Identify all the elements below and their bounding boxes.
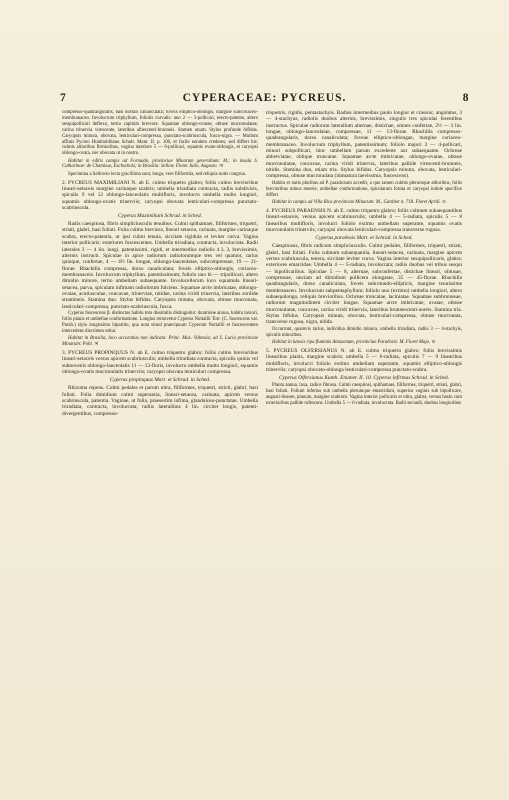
body-paragraph: Habitat in campis ad Villa Rica provinciae Minarum: M., Gardner n. 718. Floret Aprili. ⊙: [272, 200, 446, 206]
left-column: [62, 110, 258, 770]
page-header: [60, 92, 469, 108]
body-paragraph: Caespitosus, fibris radicum simpliciusculis. Culmi pedales, filiformes, triquetri, striati, glabri, basi foliati. Folia culmum subaequantia, lineari-setacea, carinata, margine apicem versus scabriuscula, tenera, siccitate leviter curva. Vagina interior sesquipollicaris, glabra; exteriores emarcidae. Umbella 4 — 5-radiata, involucrata; radiis duobus vel tribus sesqui — bipollicaribus. Spiculae 5 — 8, alternae, subconfertae, distichae lineari, obtusae, compressae, unciam ad dimidium pollicem elongatae, 35 — 45-florae. Rhachilla quadrangularis, dorso canaliculata, foveis subrotundo-ellipticis, margine tenuissime membranaceo. Involucrum subpentaphyllum; foliolo uno (extimo) umbella longiori, altero subaequilongo, reliquis brevioribus. Ochreae truncatae, laciniatae. Squamae subbrunneae, radiorum magnitudinem circiter longae. Squamae arcte imbricatae, ovatae, obtuse mucronulatae, concavae, carina viridi trinervia, lateribus brunnescenti-aureis. Stamina tria. Stylus bifidus. Caryopsis minuta, obovata, lenticulari-compressa, obtuse mucronata, transverse rugosa, nigra, nitida.: [266, 243, 462, 326]
body-paragraph: Rhizoma repens. Culmi pedales et parum ultra, filiformes, triquetri, stricti, glabri, basi foliati. Folia dimidium culmi superantia, lineari-setacea, carinata, apicem versus scabriuscula, patentia. Vaginae, ut folia, praesertim infima, glanduloso-punctatae. Umbella triradiata, contracta, involucrata; radiis lateralibus 4 lin. circiter longis, patenti-divergentibus, compresso-: [62, 385, 258, 417]
left-page-number: 7: [60, 92, 67, 104]
species-heading: 4. PYCREUS PARAENSIS N. ab E. culmo triquetro glabro; foliis culmum subaequantibus lineari-setaceis, versus apicem scabriusculis; umbella 4 — 5-radiata, spiculis 5 — 8 linearibus multifloris, involucri foliolo extimo umbellam superante, squamis ovatis mucronulatis trinerviis; caryopsi obovata lenticulari-compressa transverse rugosa.: [266, 208, 462, 234]
species-heading: 3. PYCREUS PROPINQUUS N. ab E. culmo triquetro glabro; foliis culmo brevioribus lineari-setaceis versus apicem scabriusculis; umbella triradiata contracta, spiculis quinis vel subnovenis oblongo-lanceolatis 11 — 13-floris, involucro umbella multo longiori, squamis oblongo-ovatis mucronulatis trinerviis; caryopsi obovata lenticulari compressa.: [62, 349, 258, 375]
body-paragraph: Radix caespitosa, fibris simpliciusculis tenuibus. Culmi spithamaei, filiformes, triquetri, striati, glabri, basi foliati. Folia culmo breviora, linearl setacea, carinata, margine carinaque scabra, erecto-patentia, ut ipsi culmi tenuia, siccitate rigidula et leviter curva. Vagina interior pollicaris: exteriores fuscescentes. Umbella triradiata, contracta, involucrata. Radii laterales 3 — 4 lin. longi, patentissimi, rigidi, et intermedius radiolis 4 L 3, brevissimis, alternis instructi. Spiculae in apice radiorum radiolorumque tres vel quatuor, rarius quinque, confertae, 4 — 4½ lin. longae, oblongo-lanceolatae, subcompressae, 19 — 21-florae. Rhachilla compressa, dorso canaliculata; foveis elliptico-oblongis, coriaceo-membranaceis. Involucrum triphyllum, patentissimum; foliolo uno bi — tripollicari, altero dimidio minore, tertio umbellam subaequante. Involucellorum loco squamula lineari-setacea, parva, spiculam infimam radiolorum fulciens. Squamae arcte imbricatae, oblongo-ovatae, acutiusculae, concavae, trinerviae, nitidae, carina viridi trinervia, lateribus sordide stramineis. Stamina duo. Stylus bifidus. Caryopsis minuta, obovata, obtuse mucronata, lenticulari-compressa, punctato-scabriuscula, fusca.: [62, 221, 258, 310]
synonym-line: Cyperus propinquus Mart. et Schrad. in Sched.: [109, 376, 211, 383]
body-paragraph: Habitu et notis pluribus ad P. paradoxum accedit, a quo tamen culmis plerumque altioribus, foliis brevioribus minus tenerie, umbellae conformatione, spicularum forma et caryopsi indole specifice differt.: [266, 181, 462, 198]
synonym-line: Cyperus paraënsis Mart. et Schrad. in Sched.: [315, 234, 413, 241]
body-paragraph: triquetris, rigidis, pentastachyis. Radius intermedius paulo longior et crassior, angulatus, 3 — 4-stachyus, radiolis duobus alternis, brevissimis, singulis tres spiculas ferentibus instructus. Spiculae radiorum lateralium alternae, distichae, omnes confertae, 2½ — 3 lin. longae, oblongo-lanceolatae, compressae, 11 — 13-florae. Rhachilla compresso-quadrangularis, dorso canaliculata; foveae elliptico-oblongae, margine coriaceo-membranaceo. Involucrum triphyllum, patentissimum; foliolo majori 3 — 4-pollicari, minori subpollicari, hinc umbellam parum excedente aut subaequante. Ochreae abbreviatae, oblique truncatae. Squamae arcte imbricatae, oblongo-ovatae, obtuse mucronulatae, concavae, carina viridi trinervia, lateribus pallide virescenti-brunneis, nitidis. Stamina duo, etiam tria. Stylus bifidus. Caryopsis minuta, obovata, lenticulari-compressa, obtuse mucronulata (immatura laevissima, fuscescens).: [266, 110, 462, 180]
body-paragraph: Occurrunt, quamvis rarius, individua dimidio minora, umbella triradiata, radiis 3 — 4-stachyis, spiculis minoribus.: [266, 326, 462, 338]
running-title: CYPERACEAE: PYCREUS.: [182, 92, 347, 104]
text-columns: [62, 110, 462, 770]
synonym-line: Cyperus Olfersianus Kunth. Enumer. II. 10. Cyperus infirmus Schrad. in Sched.: [278, 374, 450, 381]
right-page-number: 8: [462, 92, 469, 104]
right-column: [266, 110, 462, 770]
body-paragraph: Habitat in lutosis ripa fluminis Amazonum, provinciae Paraënsis: M. Floret Majo. ⊙: [272, 340, 436, 346]
synonym-line: Cyperus Maximiliani Schrad. in Sched.: [117, 212, 202, 219]
species-heading: 5. PYCREUS OLFERSIANUS N. ab E. culmo triquetro glabro; foliis brevissimis linearibus planis, margine scabris; umbella 5 — 6-radiata, spiculis 7 — 9 linearibus multifloris, involucri foliolo extimo umbellam superante, squamis elliptico-oblongis trinerviis; caryopsi obovato-oblonga lenticulari-compressa punctato-scabra.: [266, 348, 462, 374]
body-paragraph: Specimina a Sellowio lecta gracillima sunt, longa, vere filiformia, sed reliquis notis congrua.: [68, 171, 246, 177]
body-paragraph: compresso-quadrangularis, basi dorsali canaliculata; foveis elliptico-oblongis, margine subcoriaceo-membranaceo. Involucrum triphyllum, foliolis curvatis: uno 2 — 3-pollicari, erecto-patente, altero sesquipollicari deflexo, tertio capitulo breviore. Squamae oblongo-ovatae, obtuse mucronulatae, carina trinervia virescente, lateribus albescenti-brunneis. Stamen unum. Stylus profunde bifidus. Caryopsis minuta, obovata, lenticulari-compressa, punctato-scabriuscula, fusco-nigra. — Multum affinis Pycreo Humboldtiano Schult. Mant. II. p. 100, et facile eundem crederes; sed differt his: culmis altioribus firmioribus, vagina interiore 5 — 6-pollicari, squamis ovato-oblongis, et caryopsi oblongo-ovata, nec obovata ut in nostro.: [62, 110, 258, 157]
body-paragraph: Habitat in editis campis ad Formado, provinciae Minarum generalium: M.; in insula S. Catharinae: de Chamisso, Eschscholz; in Brasilia: Sellow. Floret Julio, Augusto. ♃: [62, 158, 258, 170]
body-paragraph: Planta annua, laxa, radice fibrosa. Culmi caespitosi, spithamaei, filiformes, triquetri, striati, glabri, basi foliati. Folium inferius sub umbella plerumque emarcidum, superius vaginis sub bipollicare, angusti-lineare, planum, margine scabrum. Vagina interior pollicaris et ultra, glabra, versus basin cum exterioribus pallide rufescens. Umbella 5 — 6-radiata, involucrata. Radii secundi, duobus longioribus: [266, 383, 462, 406]
body-paragraph: Habitat in Brasilia, loco accuratius non indicato: Princ. Max. Vidensis; ad S. Lucia provinciae Minarum: Pohl. ♃: [62, 336, 258, 348]
species-heading: 2. PYCREUS MAXIMILIANI N. ab E. culmo triquetro glabro; foliis culmo brevioribus lineari-setaceis margine carinaque scabris; umbella triradiata contracta, radiis subdivisis, spiculis 9 vel 12 oblongo-lanceolatis multifloris, involucro umbella multo longiori, squamis oblongo-ovatis trinerviis; caryopsi obovata lenticulari-compressa punctato-scabriuscula.: [62, 179, 258, 211]
body-paragraph: Cyperus fuscescens β. distinctus habitu toto dissimilis distinguitur: duratione annua, habitu laxiori, foliis planis et umbellae conformatione. Longius removetur Cyperus Nuttallii Torr. (C. fuscescens var. Pursh.) stylo longissimo bipartito, qua nota simul praecipuum Cyperum Nuttallii et fuscescentem intercedens discrimen utitur.: [62, 311, 258, 334]
